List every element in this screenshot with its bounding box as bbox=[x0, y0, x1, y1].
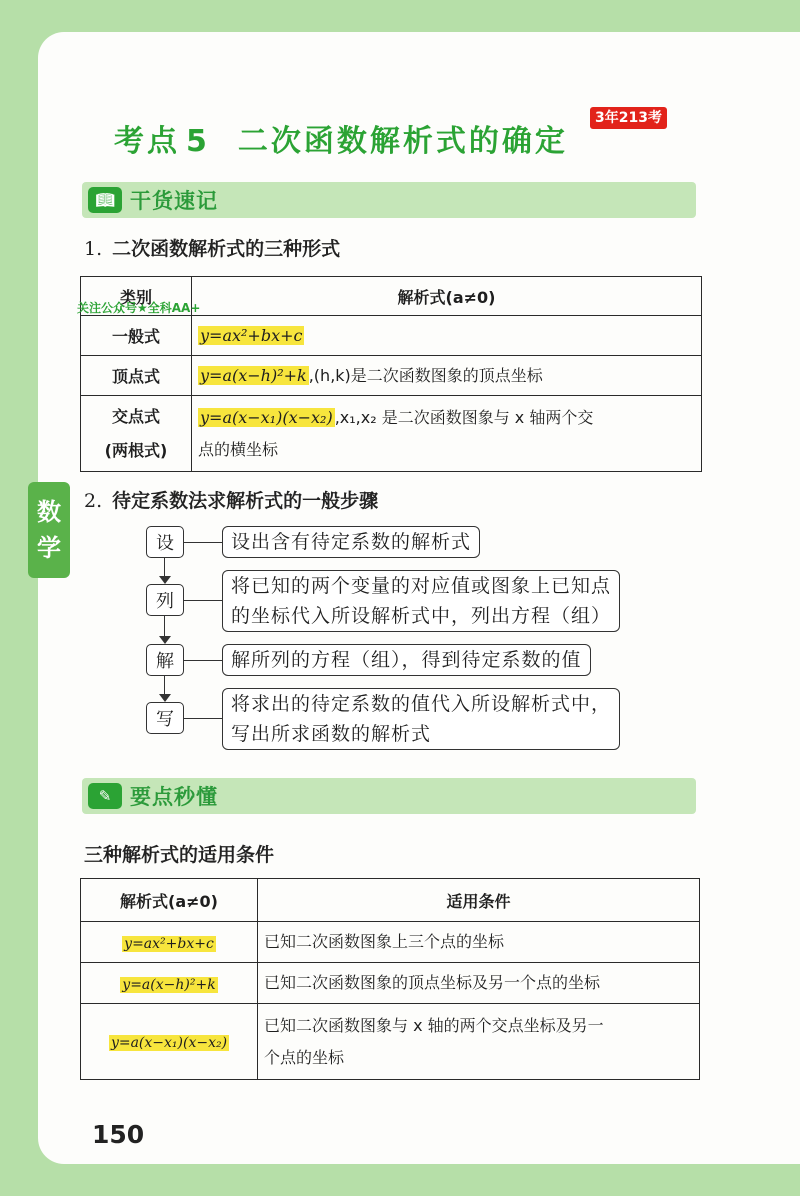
subject-char: 数 bbox=[37, 498, 61, 526]
row-condition-cell bbox=[258, 1004, 700, 1080]
formula-note: ,(h,k)是二次函数图象的顶点坐标 bbox=[308, 365, 543, 385]
step-description bbox=[222, 644, 591, 676]
section-title: 要点秒懂 bbox=[130, 785, 218, 809]
step-link bbox=[184, 600, 222, 601]
header-cell: 解析式(a≠0) bbox=[81, 879, 258, 922]
title-prefix: 考点 bbox=[114, 124, 180, 159]
header-cell bbox=[77, 277, 201, 316]
header-cell: 解析式(a≠0) bbox=[192, 277, 702, 316]
step-link bbox=[184, 718, 222, 719]
table-row bbox=[81, 316, 702, 356]
heading-number: 2. bbox=[84, 490, 103, 512]
table-header-row bbox=[81, 879, 700, 922]
arrow-down-icon bbox=[159, 576, 171, 584]
arrow-down-icon bbox=[159, 636, 171, 644]
row-condition: 已知二次函数图象上三个点的坐标 bbox=[258, 922, 700, 963]
row-formula-cell bbox=[81, 922, 258, 963]
forms-table bbox=[77, 276, 702, 472]
header-text: 类别 bbox=[119, 287, 152, 307]
title-main: 二次函数解析式的确定 bbox=[237, 124, 568, 159]
heading-text: 二次函数解析式的三种形式 bbox=[112, 238, 341, 260]
row-type: 顶点式 bbox=[81, 356, 192, 396]
formula-highlight: y=a(x−h)²+k bbox=[200, 365, 307, 385]
heading-steps bbox=[84, 486, 378, 513]
subject-tab[interactable] bbox=[28, 482, 70, 578]
flow-connector bbox=[164, 558, 165, 578]
row-condition: 已知二次函数图象的顶点坐标及另一个点的坐标 bbox=[258, 963, 700, 1004]
step-link bbox=[184, 542, 222, 543]
step-label-box: 写 bbox=[146, 702, 184, 734]
row-condition-continued: 个点的坐标 bbox=[264, 1047, 345, 1067]
heading-number: 1. bbox=[84, 238, 103, 260]
step-text: 将已知的两个变量的对应值或图象上已知点 bbox=[231, 575, 612, 597]
notes-icon: ✎︎ bbox=[88, 783, 122, 809]
row-formula-cell bbox=[192, 316, 702, 356]
row-formula-cell bbox=[81, 1004, 258, 1080]
step-text: 设出含有待定系数的解析式 bbox=[231, 531, 472, 553]
table-row bbox=[81, 396, 702, 472]
watermark-text: 关注公众号★全科AA+ bbox=[77, 301, 201, 315]
step-label-box: 解 bbox=[146, 644, 184, 676]
step-link bbox=[184, 660, 222, 661]
conditions-table bbox=[80, 878, 700, 1080]
row-type-cell bbox=[81, 396, 192, 472]
step-label-box: 列 bbox=[146, 584, 184, 616]
table-row bbox=[81, 1004, 700, 1080]
formula-highlight: y=a(x−h)²+k bbox=[122, 976, 216, 993]
arrow-down-icon bbox=[159, 694, 171, 702]
step-text: 写出所求函数的解析式 bbox=[231, 723, 432, 745]
table-row bbox=[81, 963, 700, 1004]
formula-highlight: y=ax²+bx+c bbox=[200, 325, 303, 345]
heading-text: 待定系数法求解析式的一般步骤 bbox=[112, 490, 379, 512]
step-label-box: 设 bbox=[146, 526, 184, 558]
section-title: 干货速记 bbox=[130, 189, 218, 213]
step-description bbox=[222, 688, 620, 750]
page-number: 150 bbox=[92, 1120, 145, 1149]
step-text: 的坐标代入所设解析式中，列出方程（组） bbox=[231, 605, 612, 627]
step-description bbox=[222, 526, 480, 558]
subject-char: 学 bbox=[37, 534, 61, 562]
step-description bbox=[222, 570, 620, 632]
exam-frequency-badge: 3年213考 bbox=[590, 107, 667, 129]
table-row bbox=[81, 356, 702, 396]
formula-note: ,x₁,x₂ 是二次函数图象与 x 轴两个交 bbox=[334, 407, 594, 427]
section-bar-key-points bbox=[82, 778, 696, 814]
heading-text: 三种解析式的适用条件 bbox=[84, 844, 275, 866]
step-text: 解所列的方程（组），得到待定系数的值 bbox=[231, 649, 582, 671]
formula-highlight: y=a(x−x₁)(x−x₂) bbox=[200, 407, 333, 427]
flow-connector bbox=[164, 676, 165, 696]
formula-highlight: y=a(x−x₁)(x−x₂) bbox=[110, 1035, 228, 1051]
step-text: 将求出的待定系数的值代入所设解析式中， bbox=[231, 693, 612, 715]
heading-conditions bbox=[84, 840, 274, 867]
header-cell: 适用条件 bbox=[258, 879, 700, 922]
row-type: 一般式 bbox=[81, 316, 192, 356]
row-formula-cell bbox=[192, 396, 702, 472]
row-formula-cell bbox=[81, 963, 258, 1004]
formula-note-continued: 点的横坐标 bbox=[198, 439, 279, 459]
book-open-icon: 📖︎ bbox=[88, 187, 122, 213]
title-number: 5 bbox=[186, 124, 210, 159]
section-bar-quick-notes bbox=[82, 182, 696, 218]
row-type: 交点式 bbox=[111, 406, 160, 426]
page-title bbox=[114, 116, 568, 160]
table-row bbox=[81, 922, 700, 963]
row-condition: 已知二次函数图象与 x 轴的两个交点坐标及另一 bbox=[264, 1015, 604, 1035]
row-type-alt: (两根式) bbox=[104, 440, 168, 460]
table-header-row bbox=[81, 277, 702, 316]
heading-forms bbox=[84, 234, 340, 261]
formula-highlight: y=ax²+bx+c bbox=[124, 935, 214, 952]
row-formula-cell bbox=[192, 356, 702, 396]
flow-connector bbox=[164, 616, 165, 638]
